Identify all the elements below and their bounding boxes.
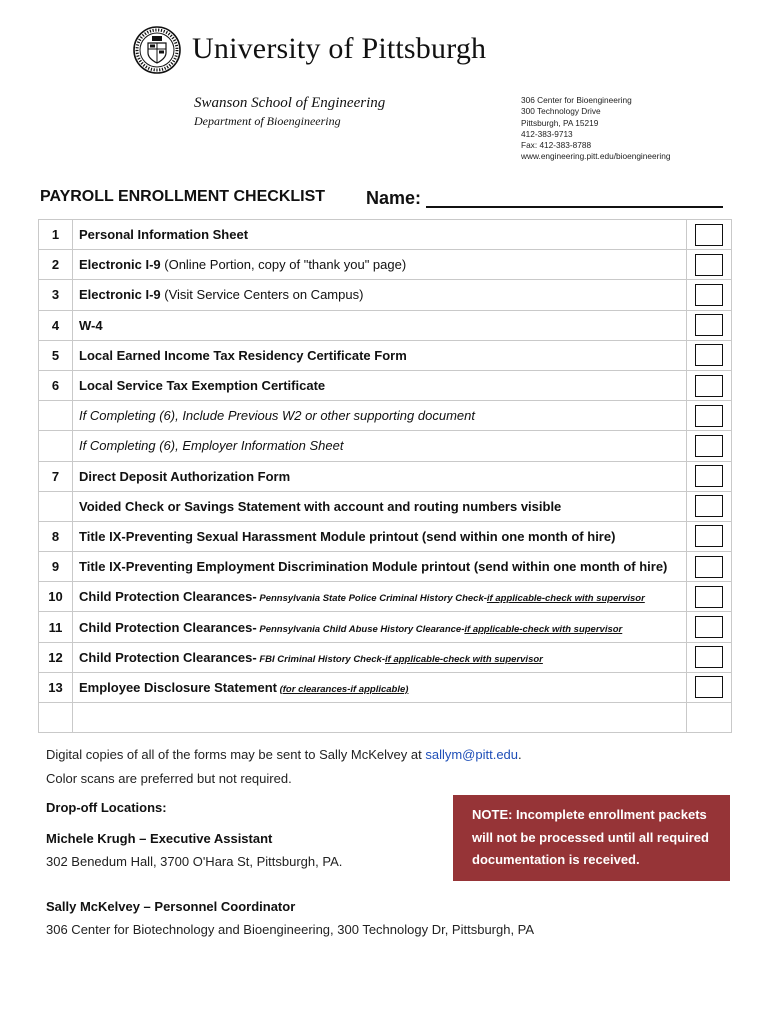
item-description [73, 491, 687, 521]
checklist-row [39, 672, 732, 702]
item-condition: if applicable-check with supervisor [464, 623, 623, 635]
contact-sally-address: 306 Center for Biotechnology and Bioengineering, 300 Technology Dr, Pittsburgh, PA [46, 922, 535, 937]
item-description [73, 370, 687, 400]
checkbox-cell [687, 250, 732, 280]
item-condition: if applicable-check with supervisor [486, 593, 645, 605]
checkbox-cell [687, 370, 732, 400]
checkbox-cell [687, 642, 732, 672]
item-title: Title IX-Preventing Employment Discrimination Module printout (send within one month of hire) [79, 559, 668, 575]
item-number: 3 [39, 280, 73, 310]
item-description [73, 642, 687, 672]
item-title: Child Protection Clearances- [79, 649, 257, 665]
checkbox[interactable] [695, 314, 723, 336]
checklist-row [39, 401, 732, 431]
checkbox[interactable] [695, 344, 723, 366]
item-title: Direct Deposit Authorization Form [79, 468, 291, 484]
note-line: will not be processed until all required [472, 829, 709, 845]
checkbox[interactable] [695, 616, 723, 638]
checklist-row [39, 491, 732, 521]
item-description [73, 401, 687, 431]
checkbox[interactable] [695, 254, 723, 276]
item-title: Electronic I-9 [79, 257, 161, 273]
name-label: Name: [366, 188, 422, 208]
item-number: 1 [39, 220, 73, 250]
checklist-row [39, 521, 732, 551]
digital-copies-suffix: . [518, 747, 522, 762]
note-line: NOTE: Incomplete enrollment packets [472, 807, 707, 822]
checkbox-cell [687, 612, 732, 642]
checklist-row [39, 582, 732, 612]
checkbox[interactable] [695, 375, 723, 397]
name-field[interactable] [426, 206, 723, 208]
school-name: Swanson School of Engineering [194, 95, 386, 111]
contact-sally-name: Sally McKelvey – Personnel Coordinator [46, 899, 296, 914]
item-number: 9 [39, 552, 73, 582]
checkbox[interactable] [695, 646, 723, 668]
item-number [39, 703, 73, 733]
item-number: 4 [39, 310, 73, 340]
checkbox[interactable] [695, 435, 723, 457]
note-line: documentation is received. [472, 852, 640, 867]
item-description [73, 340, 687, 370]
fax: Fax: 412-383-8788 [521, 140, 592, 151]
note-box [453, 795, 730, 881]
checkbox-cell [687, 582, 732, 612]
checkbox[interactable] [695, 676, 723, 698]
item-title: Title IX-Preventing Sexual Harassment Module printout (send within one month of hire) [79, 528, 616, 544]
item-detail: Pennsylvania State Police Criminal History Check- [256, 593, 487, 605]
item-title: Child Protection Clearances- [79, 589, 257, 605]
checkbox-cell [687, 340, 732, 370]
checkbox-cell [687, 521, 732, 551]
item-description [73, 461, 687, 491]
department-name: Department of Bioengineering [194, 114, 341, 128]
item-detail: (Visit Service Centers on Campus) [160, 287, 364, 303]
item-number: 10 [39, 582, 73, 612]
checkbox-cell [687, 491, 732, 521]
checklist-row [39, 310, 732, 340]
checklist-row [39, 431, 732, 461]
item-number [39, 491, 73, 521]
item-condition: if applicable-check with supervisor [385, 653, 543, 665]
item-description [73, 521, 687, 551]
address-line: Pittsburgh, PA 15219 [521, 117, 599, 128]
item-number [39, 431, 73, 461]
checkbox-cell [687, 280, 732, 310]
contact-michele-address: 302 Benedum Hall, 3700 O'Hara St, Pittsburgh, PA. [46, 854, 343, 869]
item-description [73, 703, 687, 733]
item-number: 6 [39, 370, 73, 400]
item-detail: (Online Portion, copy of "thank you" page) [160, 257, 407, 273]
item-title: W-4 [79, 317, 103, 333]
item-title: Child Protection Clearances- [79, 619, 257, 635]
checkbox-cell [687, 401, 732, 431]
checkbox[interactable] [695, 284, 723, 306]
item-description [73, 552, 687, 582]
form-title: PAYROLL ENROLLMENT CHECKLIST [40, 188, 326, 205]
phone: 412-383-9713 [521, 128, 573, 139]
checklist-row [39, 552, 732, 582]
item-number: 13 [39, 672, 73, 702]
item-detail: Pennsylvania Child Abuse History Clearance- [256, 623, 465, 635]
item-title: Local Service Tax Exemption Certificate [79, 378, 326, 394]
checklist-row [39, 250, 732, 280]
item-description [73, 280, 687, 310]
item-title: Local Earned Income Tax Residency Certificate Form [79, 347, 407, 363]
checklist-row [39, 642, 732, 672]
item-description [73, 250, 687, 280]
checkbox[interactable] [695, 405, 723, 427]
university-name: University of Pittsburgh [192, 32, 487, 65]
item-number: 7 [39, 461, 73, 491]
item-description [73, 672, 687, 702]
checkbox-cell [687, 461, 732, 491]
university-seal-icon [133, 26, 181, 74]
item-number: 8 [39, 521, 73, 551]
checkbox-cell [687, 431, 732, 461]
checklist-table [38, 219, 732, 733]
address-line: 306 Center for Bioengineering [521, 95, 632, 105]
address-line: 300 Technology Drive [521, 106, 601, 117]
item-title: Voided Check or Savings Statement with account and routing numbers visible [79, 498, 562, 514]
item-number: 2 [39, 250, 73, 280]
checkbox[interactable] [695, 495, 723, 517]
item-title: Employee Disclosure Statement [79, 679, 277, 695]
digital-copies-prefix: Digital copies of all of the forms may be sent to Sally McKelvey at [46, 747, 426, 762]
contact-michele-name: Michele Krugh – Executive Assistant [46, 831, 273, 846]
checklist-row [39, 370, 732, 400]
item-description [73, 612, 687, 642]
checklist-row [39, 703, 732, 733]
checklist-row [39, 461, 732, 491]
checkbox[interactable] [695, 465, 723, 487]
item-title: Electronic I-9 [79, 287, 161, 303]
checklist-row [39, 280, 732, 310]
checklist-row [39, 612, 732, 642]
digital-copies-text [46, 747, 522, 762]
item-number: 12 [39, 642, 73, 672]
department-address-block [521, 95, 670, 163]
checklist-row [39, 340, 732, 370]
item-number: 5 [39, 340, 73, 370]
dropoff-heading: Drop-off Locations: [46, 800, 167, 815]
email-link[interactable]: sallym@pitt.edu [425, 747, 519, 762]
checkbox[interactable] [695, 556, 723, 578]
checkbox-cell [687, 310, 732, 340]
checkbox[interactable] [695, 586, 723, 608]
item-description [73, 582, 687, 612]
checkbox-cell [687, 672, 732, 702]
color-scans-text: Color scans are preferred but not required. [46, 771, 292, 786]
item-description [73, 431, 687, 461]
checkbox[interactable] [695, 525, 723, 547]
checkbox-cell [687, 220, 732, 250]
website: www.engineering.pitt.edu/bioengineering [521, 151, 671, 162]
item-number [39, 401, 73, 431]
checkbox[interactable] [695, 224, 723, 246]
checkbox-cell [687, 552, 732, 582]
item-note: If Completing (6), Employer Information Sheet [79, 438, 344, 454]
item-detail: FBI Criminal History Check- [256, 653, 385, 665]
item-description [73, 310, 687, 340]
checkbox-cell [687, 703, 732, 733]
item-description [73, 220, 687, 250]
checklist-row [39, 220, 732, 250]
item-title: Personal Information Sheet [79, 227, 249, 243]
item-note: If Completing (6), Include Previous W2 or other supporting document [79, 408, 475, 424]
item-number: 11 [39, 612, 73, 642]
item-condition: (for clearances-if applicable) [279, 683, 409, 695]
